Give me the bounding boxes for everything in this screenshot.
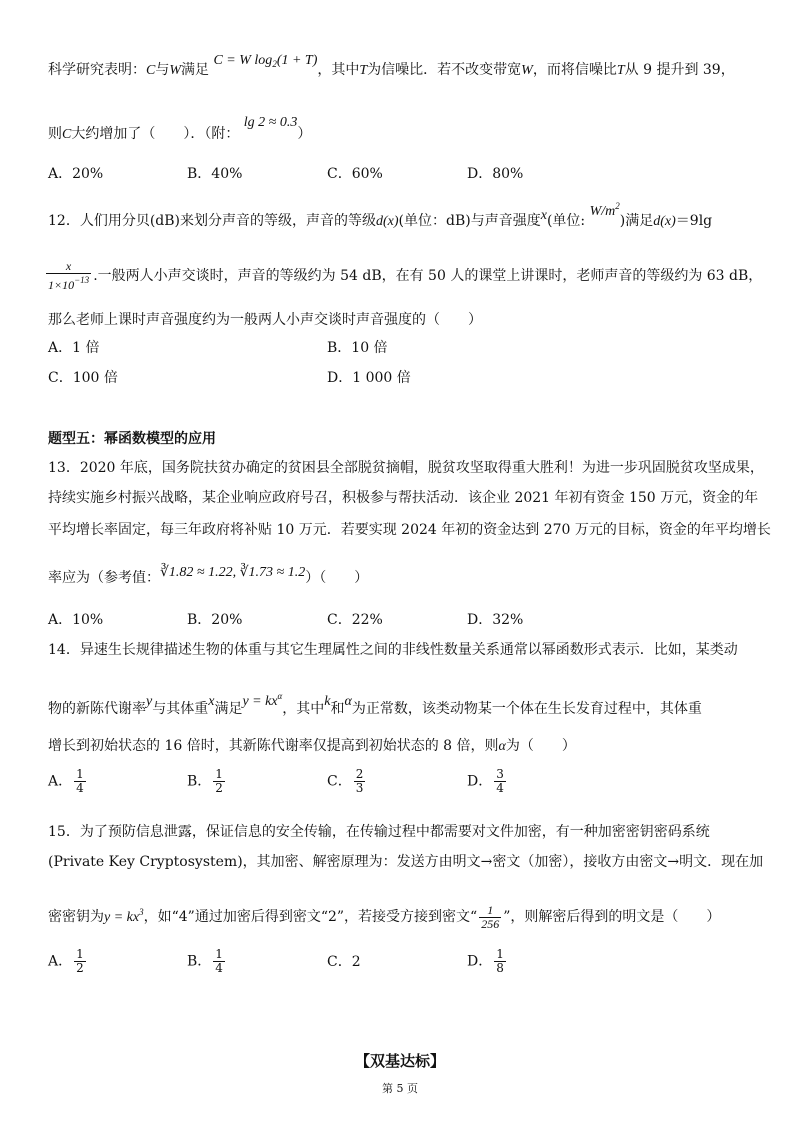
- q12-line2: $\frac{x}{1\times 10^{-13}}$ .一般两人小声交谈时，声音的等级约为 54 dB，在有 50 人的课堂上讲课时，老师声音的等级约为 63 dB，: [48, 259, 763, 292]
- var-w: W: [169, 63, 182, 78]
- q11-line1: [48, 53, 735, 84]
- q13-option-a[interactable]: A．10%: [48, 612, 104, 628]
- ciphertext-fraction: $\frac{1}{256}$: [481, 902, 500, 931]
- q11-option-b[interactable]: B．40%: [187, 166, 243, 182]
- q14-option-a[interactable]: A． $\frac{1}{4}$: [48, 767, 84, 795]
- q15-option-a[interactable]: A． $\frac{1}{2}$: [48, 947, 84, 975]
- var-w: W: [521, 63, 533, 78]
- q15-line2: (Private Key Cryptosystem)，其加密、解密原理为：发送方由明文→密文（加密），接收方由密文→明文．现在加: [48, 854, 764, 870]
- var-c: C: [146, 63, 156, 78]
- q13-line1: 13．2020 年底，国务院扶贫办确定的贫困县全部脱贫摘帽，脱贫攻坚取得重大胜利！为进一步巩固脱贫攻坚成果，: [48, 460, 764, 476]
- q15-option-c[interactable]: C．2: [327, 954, 361, 970]
- allometric-equation: $y = kx^\alpha$: [242, 691, 283, 709]
- reference-values: ∛1.82 ≈ 1.22, ∛1.73 ≈ 1.2: [160, 565, 306, 580]
- q15-option-d[interactable]: D． $\frac{1}{8}$: [467, 947, 504, 975]
- q15-line3: 密密钥为$y = kx^3$，如“4”通过加密后得到密文“2”，若接受方接到密文“ $\frac{1}{256}$ ”，则解密后得到的明文是（ ）: [48, 902, 721, 931]
- text: ，而将信噪比: [532, 62, 617, 78]
- text: 为信噪比．若不改变带宽: [367, 62, 522, 78]
- text: ，其中: [317, 62, 360, 78]
- q13-line3: 平均增长率固定，每三年政府将补贴 10 万元．若要实现 2024 年初的资金达到 270 万元的目标，资金的年平均增长: [48, 522, 771, 538]
- q14-line3: 增长到初始状态的 16 倍时，其新陈代谢率仅提高到初始状态的 8 倍，则α为（ ）: [48, 738, 576, 754]
- q13-option-d[interactable]: D．32%: [467, 612, 524, 628]
- q14-line1: 14．异速生长规律描述生物的体重与其它生理属性之间的非线性数量关系通常以幂函数形式表示．比如，某类动: [48, 642, 738, 658]
- q13-option-c[interactable]: C．22%: [327, 612, 383, 628]
- hint-formula: lg 2 ≈ 0.3: [243, 115, 298, 130]
- encryption-key: $y = kx^3$: [104, 907, 144, 925]
- q13-line2: 持续实施乡村振兴战略，某企业响应政府号召，积极参与帮扶活动．该企业 2021 年初有资金 150 万元，资金的年: [48, 490, 759, 506]
- q11-option-c[interactable]: C．60%: [327, 166, 383, 182]
- intensity-fraction: $\frac{x}{1\times 10^{-13}}$: [48, 259, 90, 292]
- var-t: T: [616, 63, 625, 78]
- q14-option-d[interactable]: D． $\frac{3}{4}$: [467, 767, 504, 795]
- text: 与: [155, 62, 170, 78]
- q12-line1: 12．人们用分贝(dB)来划分声音的等级，声音的等级d(x)(单位：dB)与声音强度x(单位: $W/m^2$)满足d(x)＝9lg: [48, 201, 713, 229]
- text: 满足: [181, 62, 210, 78]
- section-footer-title: 【双基达标】: [354, 1052, 445, 1070]
- q13-line4: 率应为（参考值：∛1.82 ≈ 1.22, ∛1.73 ≈ 1.2）（ ）: [48, 565, 369, 586]
- text: 科学研究表明：: [48, 62, 146, 78]
- q11-option-a[interactable]: A．20%: [48, 166, 104, 182]
- q14-line2: 物的新陈代谢率y与其体重x满足$y = kx^\alpha$，其中k和α为正常数，该类动物某一个体在生长发育过程中，其体重: [48, 691, 702, 717]
- q11-option-d[interactable]: D．80%: [467, 166, 524, 182]
- q12-option-d[interactable]: D．1 000 倍: [327, 370, 411, 386]
- section-heading: 题型五：幂函数模型的应用: [48, 431, 216, 447]
- channel-capacity-formula: C = W $\log_2(1 + T)$: [213, 53, 318, 69]
- q11-line2: 则C大约增加了（ ）．（附： lg 2 ≈ 0.3）: [48, 115, 312, 142]
- q15-line1: 15．为了预防信息泄露，保证信息的安全传输，在传输过程中都需要对文件加密，有一种加密密钥密码系统: [48, 824, 710, 840]
- q12-option-a[interactable]: A．1 倍: [48, 340, 100, 356]
- page-number: 第 5 页: [382, 1082, 418, 1095]
- q12-option-b[interactable]: B．10 倍: [327, 340, 388, 356]
- unit-watt-per-m2: $W/m^2$: [589, 201, 620, 219]
- q13-option-b[interactable]: B．20%: [187, 612, 243, 628]
- q12-line3: 那么老师上课时声音强度约为一般两人小声交谈时声音强度的（ ）: [48, 312, 482, 328]
- q15-option-b[interactable]: B． $\frac{1}{4}$: [187, 947, 223, 975]
- text: 从 9 提升到 39，: [624, 62, 735, 78]
- var-t: T: [359, 63, 368, 78]
- q12-option-c[interactable]: C．100 倍: [48, 370, 118, 386]
- q14-option-c[interactable]: C． $\frac{2}{3}$: [327, 767, 364, 795]
- q14-option-b[interactable]: B． $\frac{1}{2}$: [187, 767, 223, 795]
